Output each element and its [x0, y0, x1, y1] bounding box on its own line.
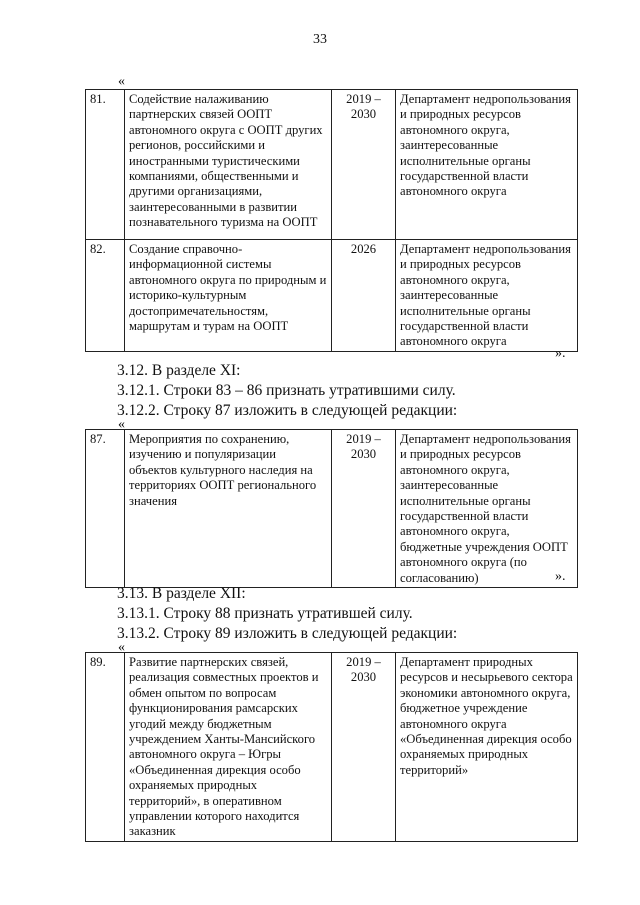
open-quote: « — [118, 640, 125, 655]
activity-name: Создание справочно-информационной системы автономного округа по природным и историко-культурным достопримечательностям, маршрутам и турам на ООПТ — [125, 240, 332, 352]
activity-executor: Департамент недропользования и природных ресурсов автономного округа, заинтересованные исполнительные органы государственной власти автономного округа — [396, 240, 578, 352]
activity-term: 2019 – 2030 — [332, 653, 396, 842]
activity-executor: Департамент недропользования и природных ресурсов автономного округа, заинтересованные исполнительные органы государственной власти автономного округа — [396, 90, 578, 240]
table-row-89 — [85, 652, 578, 842]
activity-name: Мероприятия по сохранению, изучению и популяризации объектов культурного наследия на территориях ООПТ регионального значения — [125, 430, 332, 588]
close-quote: ». — [555, 346, 566, 361]
table-row — [86, 90, 578, 240]
page-number: 33 — [313, 32, 327, 47]
row-number: 82. — [86, 240, 125, 352]
activity-term: 2019 – 2030 — [332, 90, 396, 240]
activity-executor: Департамент недропользования и природных ресурсов автономного округа, заинтересованные исполнительные органы государственной власти автономного округа, бюджетные учреждения ООПТ автономного округа (по согласованию) — [396, 430, 578, 588]
section-xi-item-1: 3.12.1. Строки 83 – 86 признать утратившими силу. — [117, 382, 456, 399]
activity-term: 2026 — [332, 240, 396, 352]
row-number: 81. — [86, 90, 125, 240]
row-number: 89. — [86, 653, 125, 842]
close-quote: ». — [555, 569, 566, 584]
activity-term: 2019 – 2030 — [332, 430, 396, 588]
section-xii-heading: 3.13. В разделе XII: — [117, 585, 246, 602]
section-xii-item-2: 3.13.2. Строку 89 изложить в следующей редакции: — [117, 625, 458, 642]
section-xi-item-2: 3.12.2. Строку 87 изложить в следующей редакции: — [117, 402, 458, 419]
table-row — [86, 653, 578, 842]
activity-name: Развитие партнерских связей, реализация совместных проектов и обмен опытом по вопросам функционирования рамсарских угодий между бюджетным учреждением Ханты-Мансийского автономного округа – Югры «Объединенная дирекция особо охраняемых природных территорий», в оперативном управлении которого находится заказник — [125, 653, 332, 842]
table-row — [86, 430, 578, 588]
open-quote: « — [118, 417, 125, 432]
open-quote: « — [118, 74, 125, 89]
table-row-87 — [85, 429, 578, 588]
section-xii-item-1: 3.13.1. Строку 88 признать утратившей силу. — [117, 605, 413, 622]
section-xi-heading: 3.12. В разделе XI: — [117, 362, 241, 379]
table-row — [86, 240, 578, 352]
row-number: 87. — [86, 430, 125, 588]
table-rows-81-82 — [85, 89, 578, 352]
activity-name: Содействие налаживанию партнерских связей ООПТ автономного округа с ООПТ других регионов, российскими и иностранными туристическими компаниями, общественными и другими организациями, заинтересованными в развитии познавательного туризма на ООПТ — [125, 90, 332, 240]
activity-executor: Департамент природных ресурсов и несырьевого сектора экономики автономного округа, бюджетное учреждение автономного округа «Объединенная дирекция особо охраняемых природных территорий» — [396, 653, 578, 842]
